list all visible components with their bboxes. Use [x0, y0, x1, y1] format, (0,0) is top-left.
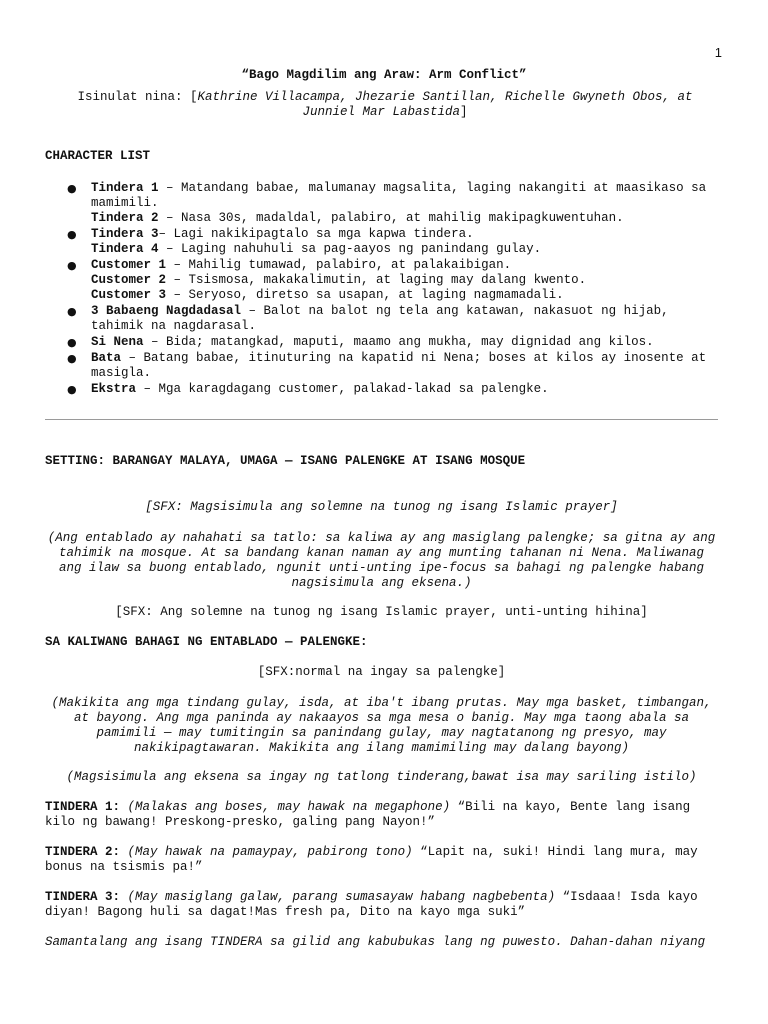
character-entry [91, 242, 725, 257]
list-item [45, 258, 725, 303]
character-name: Tindera 4 [91, 242, 159, 256]
character-description: – Bida; matangkad, maputi, maamo ang mukha, may dignidad ang kilos. [143, 335, 654, 349]
character-entry [91, 335, 725, 350]
character-description: – Laging nahuhuli sa pag-aayos ng panindang gulay. [158, 242, 542, 256]
page-number: 1 [714, 45, 722, 60]
speaker-name: TINDERA 2: [45, 845, 121, 859]
speaker-name: TINDERA 1: [45, 800, 121, 814]
character-description: – Balot na balot ng tela ang katawan, nakasuot ng hijab, tahimik na nagdarasal. [91, 304, 669, 333]
bullet-icon: ● [67, 305, 77, 318]
parenthetical: (Malakas ang boses, may hawak na megaphone) [127, 800, 451, 814]
list-item [45, 382, 725, 397]
parenthetical: (May hawak na pamaypay, pabirong tono) [127, 845, 413, 859]
character-description: – Nasa 30s, madaldal, palabiro, at mahilig makipagkuwentuhan. [158, 211, 624, 225]
parenthetical: (May masiglang galaw, parang sumasayaw habang nagbebenta) [127, 890, 556, 904]
character-description: – Lagi nakikipagtalo sa mga kapwa tindera. [158, 227, 474, 241]
character-name: Tindera 2 [91, 211, 159, 225]
dialogue-text: “Lapit na, suki! Hindi lang mura, may bonus na tsismis pa!” [45, 845, 698, 874]
character-name: Tindera 3 [91, 227, 159, 241]
character-entry [91, 227, 725, 242]
character-name: Ekstra [91, 382, 137, 396]
character-list-heading: CHARACTER LIST [45, 149, 151, 163]
authors-names: Kathrine Villacampa, Jhezarie Santillan, Richelle Gwyneth Obos, at Junniel Mar Labastida [197, 90, 693, 119]
bullet-icon: ● [67, 259, 77, 272]
character-description: – Tsismosa, makakalimutin, at laging may dalang kwento. [166, 273, 587, 287]
sfx-cue: [SFX:normal na ingay sa palengke] [257, 665, 506, 679]
character-name: 3 Babaeng Nagdadasal [91, 304, 242, 318]
dialogue-line [45, 845, 718, 875]
character-description: – Mga karagdagang customer, palakad-lakad sa palengke. [136, 382, 549, 396]
character-name: Bata [91, 351, 122, 365]
stage-direction: (Magsisimula ang eksena sa ingay ng tatlong tinderang,bawat isa may sariling istilo) [66, 770, 697, 784]
character-list [45, 181, 725, 398]
bullet-icon: ● [67, 182, 77, 195]
character-entry [91, 351, 725, 381]
sfx-cue: [SFX: Ang solemne na tunog ng isang Islamic prayer, unti-unting hihina] [115, 605, 648, 619]
bullet-icon: ● [67, 352, 77, 365]
bullet-icon: ● [67, 228, 77, 241]
character-entry [91, 181, 725, 211]
horizontal-divider [45, 419, 718, 420]
sfx-cue: [SFX: Magsisimula ang solemne na tunog ng isang Islamic prayer] [145, 500, 618, 514]
scene-heading: SA KALIWANG BAHAGI NG ENTABLADO — PALENGKE: [45, 635, 368, 649]
bullet-icon: ● [67, 336, 77, 349]
list-item [45, 181, 725, 226]
character-entry [91, 382, 725, 397]
character-description: – Batang babae, itinuturing na kapatid ni Nena; boses at kilos ay inosente at masigla. [91, 351, 707, 380]
speaker-name: TINDERA 3: [45, 890, 121, 904]
character-entry [91, 288, 725, 303]
character-entry [91, 211, 725, 226]
setting-heading: SETTING: BARANGAY MALAYA, UMAGA — ISANG PALENGKE AT ISANG MOSQUE [45, 454, 526, 468]
dialogue-text: “Bili na kayo, Bente lang isang kilo ng bawang! Preskong-presko, galing pang Nayon!” [45, 800, 691, 829]
bullet-icon: ● [67, 383, 77, 396]
dialogue-line [45, 800, 718, 830]
list-item [45, 351, 725, 381]
character-entry [91, 304, 725, 334]
stage-direction: (Makikita ang mga tindang gulay, isda, at iba't ibang prutas. May mga basket, timbangan, at bayong. Ang mga paninda ay nakaayos sa mga mesa o banig. May mga taong abala sa pamimili — may tumitingin sa panindang gulay, may nagtatanong ng presyo, may nakikipagtawaran. Makikita ang ilang mamimiling may dalang bayong) [51, 696, 712, 755]
character-name: Tindera 1 [91, 181, 159, 195]
character-name: Customer 3 [91, 288, 167, 302]
character-name: Si Nena [91, 335, 144, 349]
authors-prefix: Isinulat nina: [ [77, 90, 198, 104]
character-description: – Matandang babae, malumanay magsalita, laging nakangiti at maasikaso sa mamimili. [91, 181, 707, 210]
list-item [45, 304, 725, 334]
character-name: Customer 1 [91, 258, 167, 272]
list-item [45, 227, 725, 257]
dialogue-text: “Isdaaa! Isda kayo diyan! Bagong huli sa dagat!Mas fresh pa, Dito na kayo mga suki” [45, 890, 698, 919]
character-description: – Mahilig tumawad, palabiro, at palakaibigan. [166, 258, 512, 272]
script-title: “Bago Magdilim ang Araw: Arm Conflict” [241, 68, 527, 82]
authors-suffix: ] [460, 105, 468, 119]
dialogue-line [45, 890, 718, 920]
character-name: Customer 2 [91, 273, 167, 287]
character-entry [91, 273, 725, 288]
list-item [45, 335, 725, 350]
stage-direction: (Ang entablado ay nahahati sa tatlo: sa kaliwa ay ang masiglang palengke; sa gitna ay ang tahimik na mosque. At sa bandang kanan naman ay ang munting tahanan ni Nena. Maliwanag ang ilaw sa buong entablado, ngunit unti-unting ipe-focus sa bahagi ng palengke habang nagsisimula ang eksena.) [47, 531, 716, 590]
stage-direction: Samantalang ang isang TINDERA sa gilid ang kabubukas lang ng puwesto. Dahan-dahan niyang [45, 935, 706, 949]
character-entry [91, 258, 725, 273]
authors-line [60, 90, 710, 120]
character-description: – Seryoso, diretso sa usapan, at laging nagmamadali. [166, 288, 564, 302]
